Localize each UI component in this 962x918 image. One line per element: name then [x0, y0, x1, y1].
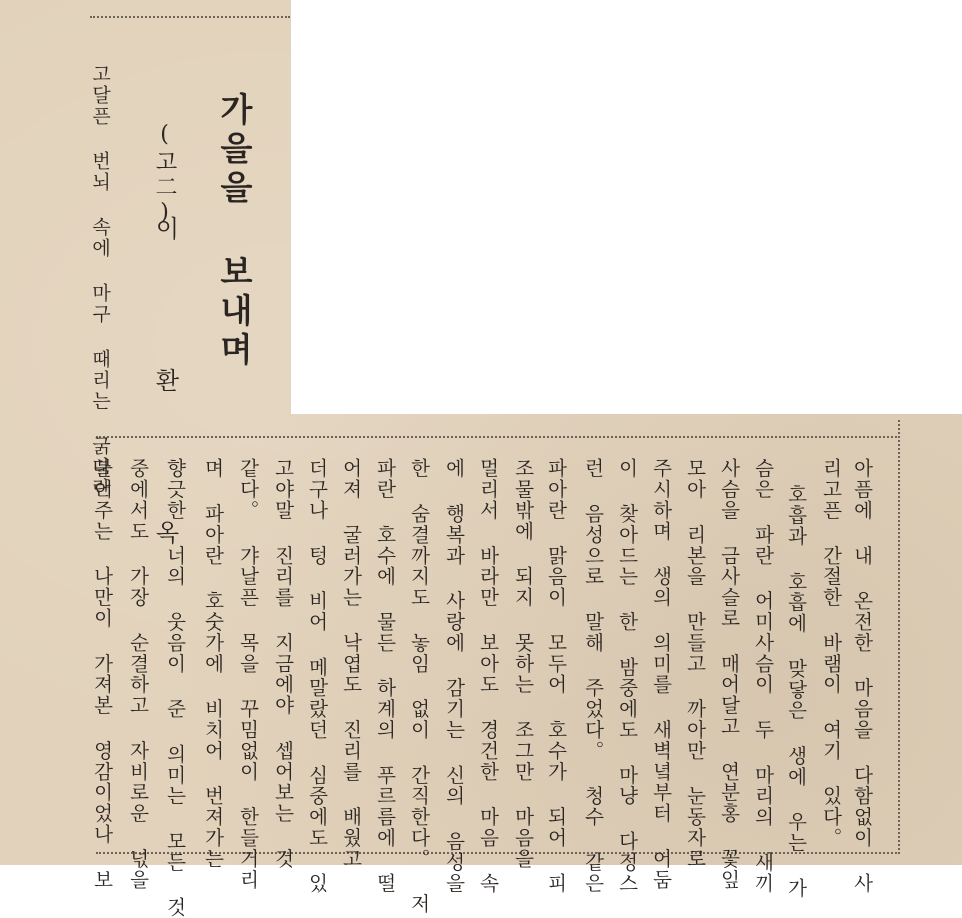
article-title: 가을을 보내며 — [215, 92, 254, 371]
body-column: 불어주는 나만이 가져본 영감이었나 보 — [90, 458, 114, 890]
body-column: 더구나 텅 비어 메말랐던 심중에도 있 — [305, 458, 329, 894]
body-column: 사슴을 금사슬로 매어달고 연분홍 꽃잎 — [717, 458, 741, 890]
body-column: 파아란 맑음이 모두어 호수가 되어 피 — [544, 458, 568, 894]
author-name: 이 환 옥 — [151, 216, 179, 594]
body-column: 조물밖에 되지 못하는 조그만 마음을 — [511, 458, 535, 870]
body-column: 리고픈 간절한 바램이 여기 있다。 — [819, 458, 843, 849]
right-dotted-rule — [898, 420, 900, 854]
body-column: 호흡과 호흡에 맞닿은 생에 우는 가 — [784, 484, 808, 899]
body-column: 어져 굴러가는 낙엽도 진리를 배웠고 — [339, 458, 363, 870]
body-column: 향긋한 너의 웃음이 준 의미는 모든 것 — [163, 458, 187, 918]
body-column: 고야말 진리를 지금에야 셉어보는 것 — [271, 458, 295, 870]
author-grade: (고二) — [152, 122, 177, 228]
body-column: 에 행복과 사랑에 감기는 신의 음성을 — [442, 458, 466, 894]
blank-cropped-area — [291, 0, 962, 414]
top-dotted-rule — [90, 16, 290, 18]
body-column: 같다。 갸날픈 목을 꾸밈없이 한들거리 — [236, 458, 260, 890]
body-column: 모아 리본을 만들고 까아만 눈동자로 — [683, 458, 707, 870]
body-column: 파란 호수에 물든 하계의 푸르름에 떨 — [373, 458, 397, 894]
middle-dotted-rule — [96, 436, 900, 438]
body-column: 아픔에 내 온전한 마음을 다함없이 사 — [850, 458, 874, 894]
body-column: 주시하며 생의 의미를 새벽녘부터 어둠 — [649, 458, 673, 890]
body-column: 런 음성으로 말해 주었다。 청수 같은 — [581, 458, 605, 894]
body-column: 멀리서 바라만 보아도 경건한 마음 속 — [476, 458, 500, 894]
body-column: 한 숨결까지도 놓임 없이 간직한다。 저 — [407, 458, 431, 915]
body-column: 이 찾아드는 한 밤중에도 마냥 다정스 — [615, 458, 639, 894]
body-column: 중에서도 가장 순결하고 자비로운 넋을 — [126, 458, 150, 890]
body-column: 며 파아란 호숫가에 비치어 번져가는 — [201, 458, 225, 870]
body-column: 슴은 파란 어미사슴이 두 마리의 새끼 — [751, 458, 775, 894]
intro-line: 고달픈 번뇌 속에 마구 때리는 굵다란 — [89, 64, 111, 499]
